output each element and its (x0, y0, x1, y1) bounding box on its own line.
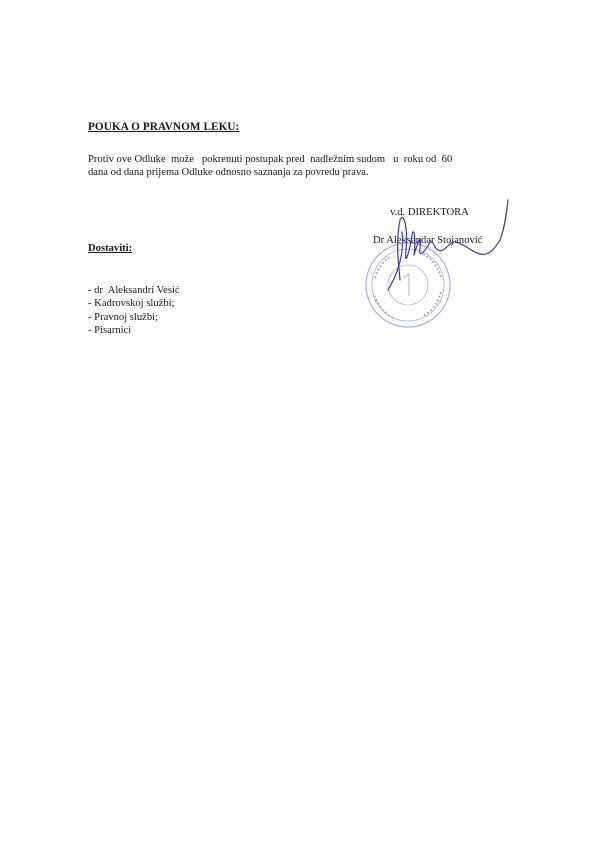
signatory-title: v.d. DIREKTORA (390, 207, 469, 218)
recipient-list (88, 284, 180, 337)
delivery-heading: Dostaviti: (88, 243, 133, 254)
recipient-item: - Pisarnici (88, 324, 132, 336)
recipient-item: - Pravnoj službi; (88, 311, 159, 323)
recipient-item: - Kadrovskoj službi; (88, 298, 175, 310)
recipient-item: - dr Aleksandri Vesić (88, 285, 180, 296)
handwritten-signature-icon (360, 190, 520, 300)
legal-remedy-text-line-2: dana od dana prijema Odluke odnosno saznanja za povredu prava. (88, 167, 369, 178)
legal-remedy-heading: POUKA O PRAVNOM LEKU: (88, 121, 240, 133)
signatory-name: Dr Aleksandar Stojanović (373, 235, 483, 246)
legal-remedy-text-line-1: Protiv ove Odluke može pokrenuti postupak pred nadležnim sudom u roku od 60 (88, 154, 453, 165)
